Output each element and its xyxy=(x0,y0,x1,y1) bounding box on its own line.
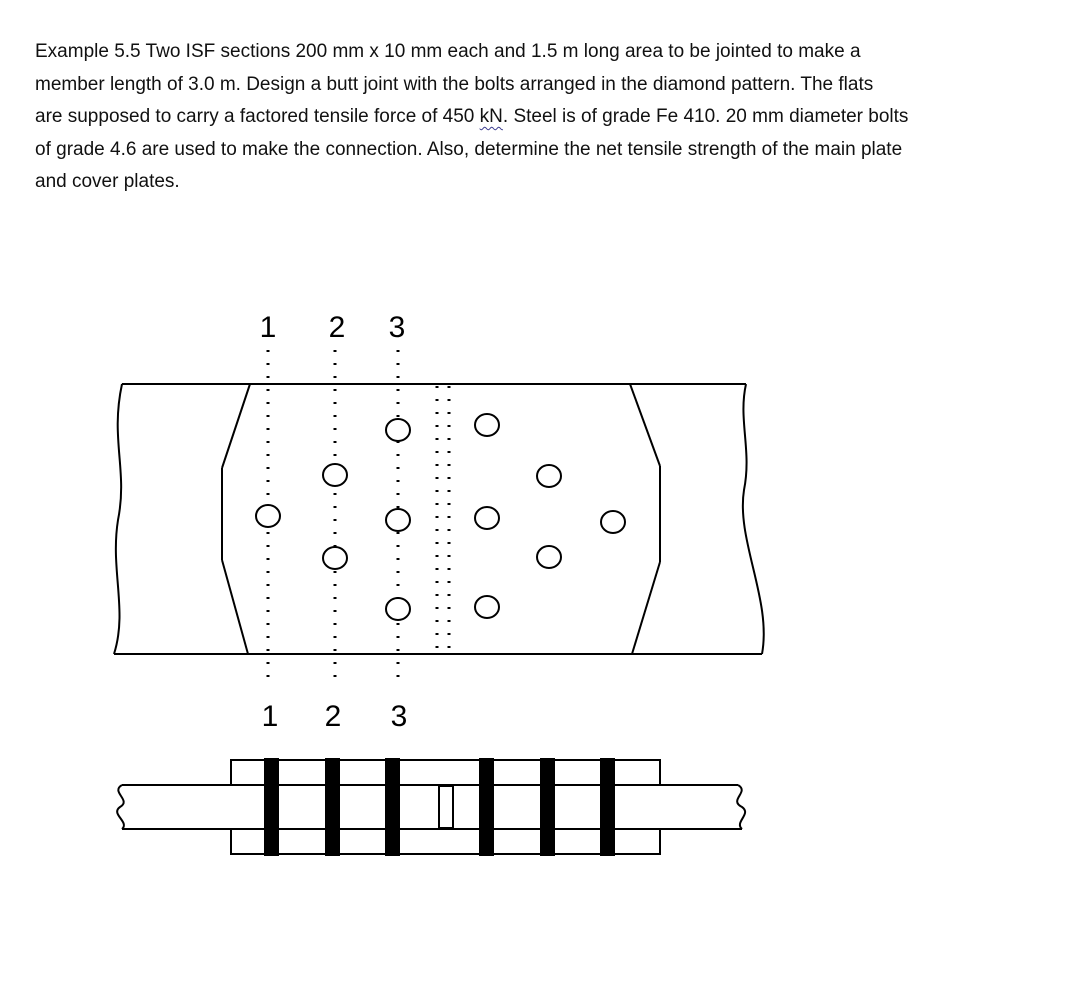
bolt-hole xyxy=(475,414,499,436)
bolt-shank xyxy=(540,758,555,856)
problem-line-2: member length of 3.0 m. Design a butt joint with the bolts arranged in the diamond pattern. The flats xyxy=(35,73,874,95)
bolt-hole xyxy=(537,546,561,568)
cover-plate-right-edge-upper xyxy=(630,384,660,466)
section-label-bottom-2: 2 xyxy=(324,700,342,733)
problem-line-5: and cover plates. xyxy=(35,171,180,192)
cover-plate-left-edge-upper xyxy=(222,384,250,468)
elevation-view xyxy=(117,758,745,856)
bolt-shank xyxy=(385,758,400,856)
bolt-hole xyxy=(475,507,499,529)
problem-line-3-end: . Steel is of grade Fe 410. 20 mm diameter bolts xyxy=(502,106,909,127)
main-plate-left-break xyxy=(117,785,124,829)
bolt-holes xyxy=(256,414,625,620)
top-cover-plate xyxy=(231,760,660,785)
section-lines xyxy=(268,350,449,688)
section-label-top-1: 1 xyxy=(259,311,277,344)
cover-plate-right-edge-lower xyxy=(632,562,660,654)
bolt-hole xyxy=(323,464,347,486)
bottom-cover-plate xyxy=(231,829,660,854)
section-label-top-3: 3 xyxy=(388,311,406,344)
bolt-shank xyxy=(325,758,340,856)
bolt-hole xyxy=(475,596,499,618)
bolt-shank xyxy=(600,758,615,856)
bolt-shank xyxy=(479,758,494,856)
butt-gap xyxy=(439,786,453,828)
bolt-shank xyxy=(264,758,279,856)
section-label-top-2: 2 xyxy=(328,311,346,344)
problem-line-1: Example 5.5 Two ISF sections 200 mm x 10 mm each and 1.5 m long area to be jointed to make a xyxy=(35,41,861,62)
plate-left-break xyxy=(114,384,122,654)
section-labels-bottom xyxy=(262,700,408,733)
force-unit: kN xyxy=(479,106,503,127)
bolt-hole xyxy=(386,509,410,531)
main-plate-right-break xyxy=(737,785,745,829)
bolt-hole xyxy=(537,465,561,487)
bolt-hole xyxy=(601,511,625,533)
bolt-hole xyxy=(386,598,410,620)
section-label-bottom-1: 1 xyxy=(261,700,279,733)
problem-line-4: of grade 4.6 are used to make the connection. Also, determine the net tensile strength of the main plate xyxy=(35,138,903,160)
plan-view xyxy=(114,384,764,654)
bolt-hole xyxy=(386,419,410,441)
problem-line-3-start: are supposed to carry a factored tensile force of 450 xyxy=(35,106,480,127)
bolt-hole xyxy=(323,547,347,569)
section-label-bottom-3: 3 xyxy=(390,700,408,733)
cover-plate-left-edge-lower xyxy=(222,560,248,654)
section-labels-top xyxy=(260,311,406,344)
bolt-hole xyxy=(256,505,280,527)
plate-right-break xyxy=(743,384,764,654)
